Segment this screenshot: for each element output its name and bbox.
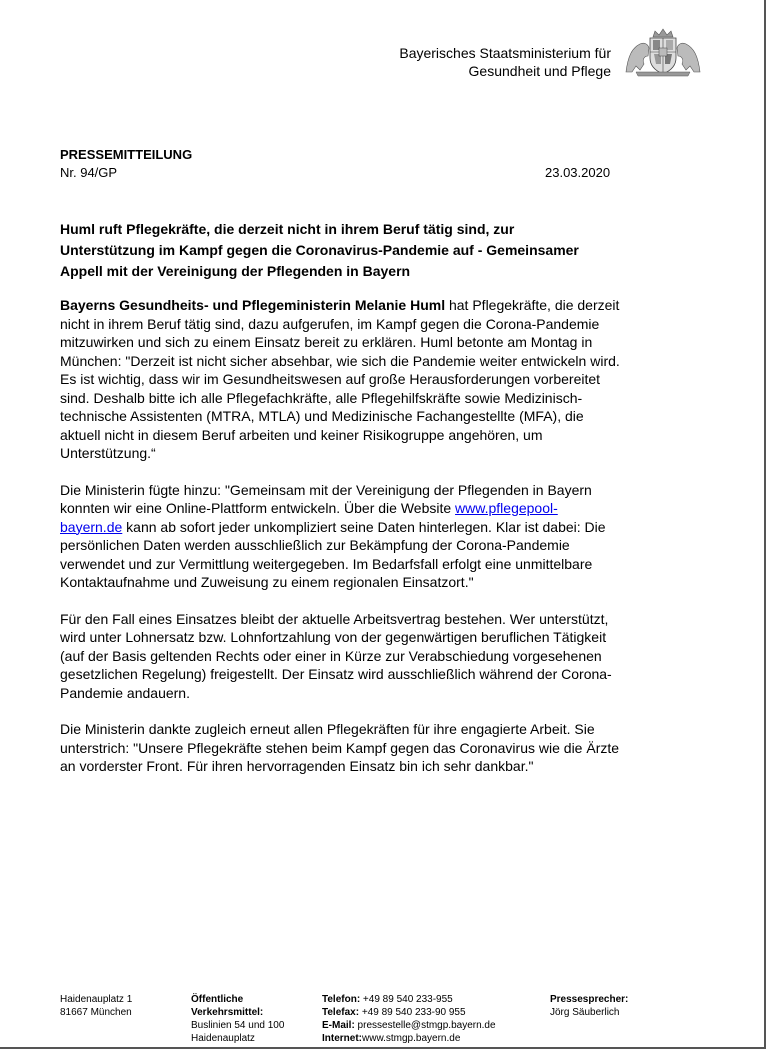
body-text: [60, 296, 620, 794]
footer-contact: [322, 993, 496, 1045]
ministry-name: [311, 44, 611, 80]
paragraph-3: Für den Fall eines Einsatzes bleibt der aktuelle Arbeitsvertrag bestehen. Wer unterstützt, wird unter Lohnersatz bzw. Lohnfortzahlung von der gegenwärtigen beruflichen Tätigkeit (auf der Basis geltenden Rechts oder einer in Kürze zur Verabschiedung vorgesehenen gesetzlichen Regelung) freigestellt. Der Einsatz wird ausschließlich während der Corona-Pandemie andauern.: [60, 610, 612, 701]
footer-phone-label: Telefon:: [322, 994, 361, 1005]
footer-email-label: E-Mail:: [322, 1020, 355, 1031]
footer-address: [60, 993, 132, 1019]
ministry-name-line1: Bayerisches Staatsministerium für: [399, 45, 611, 61]
footer-spokesperson-name: Jörg Säuberlich: [550, 1007, 620, 1018]
paragraph-2-end: kann ab sofort jeder unkompliziert seine Daten hinterlegen. Klar ist dabei: Die persönlichen Daten werden ausschließlich zur Bekämpfung der Corona-Pandemie verwendet und zur Vermittlung weitergegeben. Im Bedarfsfall erfolgt eine unmittelbare Kontaktaufnahme und Zuweisung zu einem regionalen Einsatzort.": [60, 518, 606, 590]
footer-spokesperson-label: Pressesprecher:: [550, 994, 629, 1005]
footer-address-line2: 81667 München: [60, 1007, 132, 1018]
pflegepool-link[interactable]: www.pflegepool-bayern.de: [60, 500, 558, 535]
paragraph-4: Die Ministerin dankte zugleich erneut allen Pflegekräften für ihre engagierte Arbeit. Sie unterstrich: "Unsere Pflegekräfte stehen beim Kampf gegen das Coronavirus wie die Ärzte an vorderster Front. Für ihren hervorragenden Einsatz bin ich sehr dankbar.": [60, 721, 620, 774]
footer-email: [322, 1019, 496, 1032]
headline: Huml ruft Pflegekräfte, die derzeit nicht in ihrem Beruf tätig sind, zur Unterstützung im Kampf gegen die Coronavirus-Pandemie auf - Gemeinsamer Appell mit der Vereinigung der Pflegenden in Bayern: [60, 221, 579, 279]
press-release-number: Nr. 94/GP: [60, 165, 118, 180]
footer-transit-line1: Buslinien 54 und 100: [191, 1020, 285, 1031]
paragraph-2: [60, 481, 620, 592]
footer-fax-label: Telefax:: [322, 1007, 360, 1018]
footer-transit-label2: Verkehrsmittel:: [191, 1007, 264, 1018]
footer-address-line1: Haidenauplatz 1: [60, 994, 133, 1005]
footer-internet-label: Internet:: [322, 1033, 362, 1044]
footer-phone-value: +49 89 540 233-955: [360, 994, 453, 1005]
paragraph-1: [60, 296, 620, 463]
footer-spokesperson: [550, 993, 628, 1019]
ministry-name-line2: Gesundheit und Pflege: [468, 63, 611, 79]
footer-email-value: pressestelle@stmgp.bayern.de: [354, 1020, 496, 1031]
press-release-heading: PRESSEMITTEILUNG: [60, 147, 193, 162]
footer-phone: [322, 993, 496, 1006]
footer-transit: [191, 993, 284, 1045]
paragraph-2-start: Die Ministerin fügte hinzu: "Gemeinsam mit der Vereinigung der Pflegenden in Bayern konnten wir eine Online-Plattform entwickeln. Über die Website: [60, 481, 592, 516]
press-release-date: 23.03.2020: [545, 165, 611, 180]
bavarian-coat-of-arms-icon: [622, 26, 704, 78]
paragraph-1-lead: Bayerns Gesundheits- und Pflegeministerin Melanie Huml: [60, 297, 446, 313]
footer-fax-value: +49 89 540 233-90 955: [359, 1007, 466, 1018]
paragraph-1-rest: hat Pflegekräfte, die derzeit nicht in ihrem Beruf tätig sind, dazu aufgerufen, im Kampf gegen die Corona-Pandemie mitzuwirken und sich zu einem Einsatz bereit zu erklären. Huml betonte am Montag in München: "Derzeit ist nicht sicher absehbar, wie sich die Pandemie weiter entwickeln wird. Es ist wichtig, dass wir im Gesundheitswesen auf große Herausforderungen vorbereitet sind. Deshalb bitte ich alle Pflegefachkräfte, alle Pflegehilfskräfte sowie Medizinisch-technische Assistenten (MTRA, MTLA) und Medizinische Fachangestellte (MFA), die aktuell nicht in diesem Beruf arbeiten und keiner Risikogruppe angehören, um Unterstützung.“: [60, 297, 620, 461]
footer-transit-line2: Haidenauplatz: [191, 1033, 255, 1044]
footer-internet: [322, 1032, 496, 1045]
footer-internet-value: www.stmgp.bayern.de: [362, 1033, 461, 1044]
footer-fax: [322, 1006, 496, 1019]
footer-transit-label1: Öffentliche: [191, 994, 244, 1005]
